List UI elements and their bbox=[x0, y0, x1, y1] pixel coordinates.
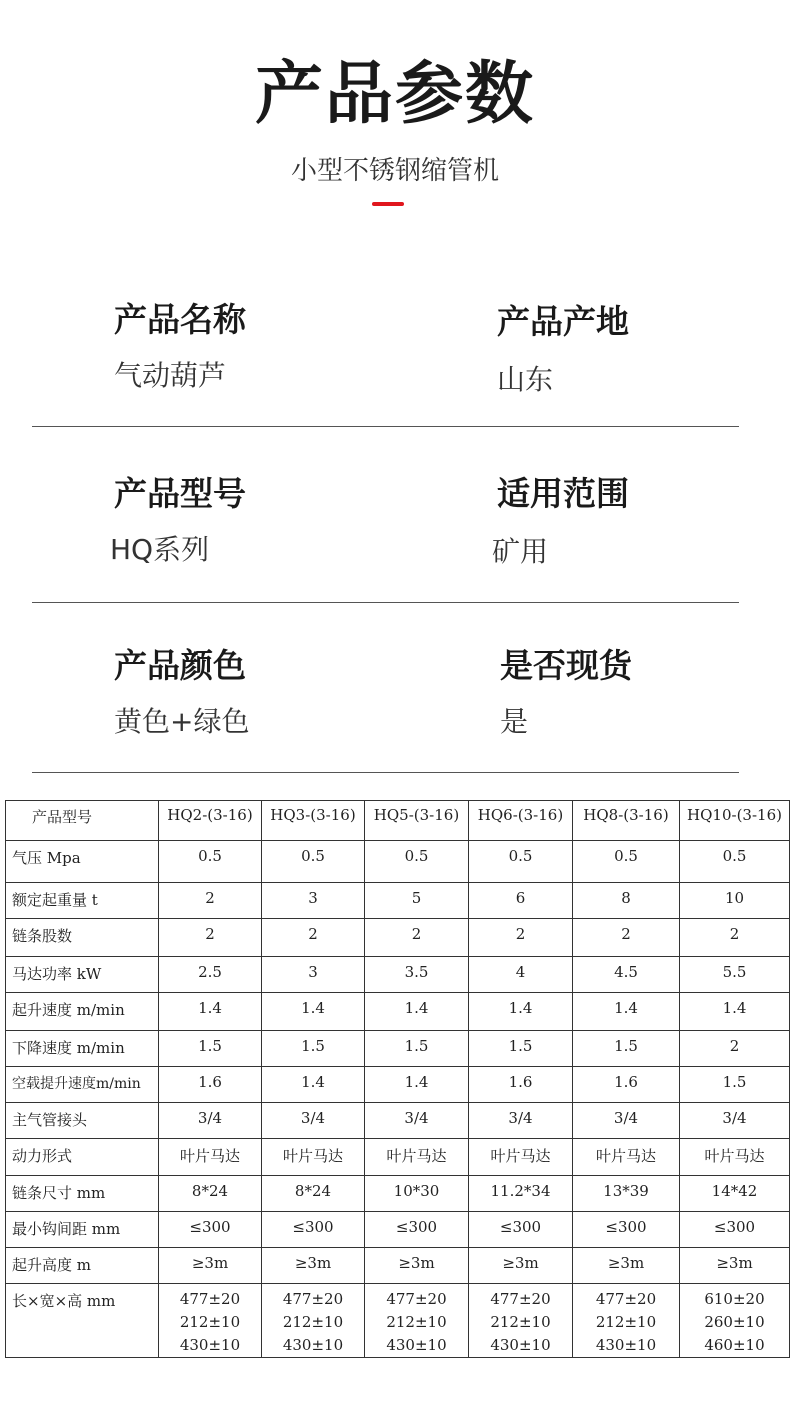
value-cell: ≤300 bbox=[469, 1212, 573, 1248]
value-cell: 1.5 bbox=[469, 1031, 573, 1067]
value-cell: 0.5 bbox=[573, 841, 680, 883]
value-cell: 1.6 bbox=[469, 1067, 573, 1103]
value-cell: ≥3m bbox=[159, 1248, 262, 1284]
value-cell: 3/4 bbox=[680, 1103, 790, 1139]
dimension-length: 477±20 bbox=[490, 1290, 551, 1308]
value-cell: 3 bbox=[262, 957, 365, 993]
value-cell: 叶片马达 bbox=[469, 1139, 573, 1176]
dimension-width: 212±10 bbox=[282, 1313, 344, 1331]
value-cell: 1.5 bbox=[680, 1067, 790, 1103]
spec-label-origin: 产品产地 bbox=[497, 302, 629, 341]
value-cell: ≥3m bbox=[573, 1248, 680, 1284]
value-cell: 1.4 bbox=[262, 993, 365, 1031]
value-cell: ≤300 bbox=[159, 1212, 262, 1248]
row-label-cell: 最小钩间距 mm bbox=[6, 1212, 159, 1248]
table-row bbox=[6, 1248, 790, 1284]
value-cell: 8 bbox=[573, 883, 680, 919]
model-header-cell: HQ8-(3-16) bbox=[573, 801, 680, 841]
value-cell: 叶片马达 bbox=[159, 1139, 262, 1176]
header-label-cell: 产品型号 bbox=[6, 801, 159, 841]
dimension-height: 430±10 bbox=[386, 1336, 447, 1354]
parameter-table bbox=[5, 800, 790, 1358]
value-cell: ≤300 bbox=[365, 1212, 469, 1248]
table-row bbox=[6, 993, 790, 1031]
dimension-width: 212±10 bbox=[490, 1313, 551, 1331]
value-cell: 8*24 bbox=[159, 1176, 262, 1212]
spec-value-product-name: 气动葫芦 bbox=[114, 359, 227, 392]
row-label-cell: 气压 Mpa bbox=[6, 841, 159, 883]
dimension-height: 430±10 bbox=[179, 1336, 241, 1354]
table-row bbox=[6, 1067, 790, 1103]
table-row bbox=[6, 841, 790, 883]
value-cell: 4 bbox=[469, 957, 573, 993]
dimension-cell bbox=[573, 1284, 680, 1358]
divider bbox=[32, 772, 739, 773]
table-row bbox=[6, 1212, 790, 1248]
table-header-row bbox=[6, 801, 790, 841]
dimension-length: 477±20 bbox=[282, 1290, 344, 1308]
row-label-cell: 长×宽×高 mm bbox=[6, 1284, 159, 1358]
value-cell: 1.4 bbox=[365, 993, 469, 1031]
value-cell: ≥3m bbox=[680, 1248, 790, 1284]
spec-value-color: 黄色+绿色 bbox=[114, 705, 250, 738]
value-cell: 0.5 bbox=[680, 841, 790, 883]
value-cell: 2 bbox=[469, 919, 573, 957]
dimension-length: 477±20 bbox=[595, 1290, 657, 1308]
spec-label-color: 产品颜色 bbox=[114, 646, 246, 685]
dimension-height: 430±10 bbox=[595, 1336, 657, 1354]
value-cell: 1.4 bbox=[365, 1067, 469, 1103]
table-row bbox=[6, 1139, 790, 1176]
value-cell: 1.4 bbox=[159, 993, 262, 1031]
value-cell: 6 bbox=[469, 883, 573, 919]
table-row bbox=[6, 883, 790, 919]
value-cell: 3/4 bbox=[573, 1103, 680, 1139]
dimension-cell bbox=[365, 1284, 469, 1358]
value-cell: 1.5 bbox=[262, 1031, 365, 1067]
value-cell: 0.5 bbox=[262, 841, 365, 883]
value-cell: ≥3m bbox=[262, 1248, 365, 1284]
value-cell: 2 bbox=[262, 919, 365, 957]
value-cell: ≥3m bbox=[365, 1248, 469, 1284]
row-label-cell: 额定起重量 t bbox=[6, 883, 159, 919]
value-cell: 叶片马达 bbox=[262, 1139, 365, 1176]
value-cell: 5.5 bbox=[680, 957, 790, 993]
value-cell: 3/4 bbox=[159, 1103, 262, 1139]
model-header-cell: HQ3-(3-16) bbox=[262, 801, 365, 841]
value-cell: 2 bbox=[159, 919, 262, 957]
value-cell: 1.4 bbox=[573, 993, 680, 1031]
value-cell: 3/4 bbox=[365, 1103, 469, 1139]
value-cell: 叶片马达 bbox=[680, 1139, 790, 1176]
value-cell: 0.5 bbox=[469, 841, 573, 883]
spec-value-in-stock: 是 bbox=[500, 705, 529, 738]
value-cell: 2 bbox=[573, 919, 680, 957]
row-label-cell: 动力形式 bbox=[6, 1139, 159, 1176]
value-cell: 14*42 bbox=[680, 1176, 790, 1212]
table-row bbox=[6, 1031, 790, 1067]
row-label-cell: 主气管接头 bbox=[6, 1103, 159, 1139]
value-cell: ≤300 bbox=[680, 1212, 790, 1248]
value-cell: 2 bbox=[680, 1031, 790, 1067]
value-cell: 1.5 bbox=[159, 1031, 262, 1067]
value-cell: 2 bbox=[159, 883, 262, 919]
dimension-width: 212±10 bbox=[179, 1313, 241, 1331]
model-header-cell: HQ6-(3-16) bbox=[469, 801, 573, 841]
value-cell: 3/4 bbox=[469, 1103, 573, 1139]
dimension-height: 430±10 bbox=[490, 1336, 551, 1354]
dimension-cell bbox=[469, 1284, 573, 1358]
value-cell: 2 bbox=[365, 919, 469, 957]
value-cell: 3.5 bbox=[365, 957, 469, 993]
row-label-cell: 马达功率 kW bbox=[6, 957, 159, 993]
spec-value-model: HQ系列 bbox=[110, 533, 210, 566]
value-cell: 1.5 bbox=[573, 1031, 680, 1067]
divider bbox=[32, 426, 739, 427]
row-label-cell: 下降速度 m/min bbox=[6, 1031, 159, 1067]
value-cell: 叶片马达 bbox=[365, 1139, 469, 1176]
value-cell: 8*24 bbox=[262, 1176, 365, 1212]
row-label-cell: 起升速度 m/min bbox=[6, 993, 159, 1031]
table-row bbox=[6, 1103, 790, 1139]
value-cell: 10 bbox=[680, 883, 790, 919]
dimension-width: 260±10 bbox=[704, 1313, 765, 1331]
dimension-cell bbox=[680, 1284, 790, 1358]
value-cell: 1.4 bbox=[469, 993, 573, 1031]
page-subtitle: 小型不锈钢缩管机 bbox=[290, 156, 499, 186]
spec-value-scope: 矿用 bbox=[492, 535, 549, 568]
value-cell: 3 bbox=[262, 883, 365, 919]
value-cell: 叶片马达 bbox=[573, 1139, 680, 1176]
model-header-cell: HQ10-(3-16) bbox=[680, 801, 790, 841]
table-row bbox=[6, 919, 790, 957]
page-title: 产品参数 bbox=[254, 55, 535, 134]
value-cell: ≤300 bbox=[573, 1212, 680, 1248]
value-cell: 10*30 bbox=[365, 1176, 469, 1212]
value-cell: 1.4 bbox=[680, 993, 790, 1031]
row-label-cell: 起升高度 m bbox=[6, 1248, 159, 1284]
dimension-cell bbox=[159, 1284, 262, 1358]
table-row bbox=[6, 1176, 790, 1212]
row-label-cell: 空载提升速度m/min bbox=[6, 1067, 159, 1103]
dimension-width: 212±10 bbox=[386, 1313, 447, 1331]
dimension-width: 212±10 bbox=[595, 1313, 657, 1331]
dimension-height: 460±10 bbox=[704, 1336, 765, 1354]
table-row-dimensions bbox=[6, 1284, 790, 1358]
value-cell: 0.5 bbox=[159, 841, 262, 883]
value-cell: ≤300 bbox=[262, 1212, 365, 1248]
spec-label-model: 产品型号 bbox=[114, 474, 246, 513]
value-cell: 4.5 bbox=[573, 957, 680, 993]
value-cell: 0.5 bbox=[365, 841, 469, 883]
row-label-cell: 链条尺寸 mm bbox=[6, 1176, 159, 1212]
dimension-height: 430±10 bbox=[282, 1336, 344, 1354]
value-cell: 11.2*34 bbox=[469, 1176, 573, 1212]
dimension-length: 610±20 bbox=[704, 1290, 765, 1308]
value-cell: 5 bbox=[365, 883, 469, 919]
value-cell: ≥3m bbox=[469, 1248, 573, 1284]
dimension-length: 477±20 bbox=[386, 1290, 447, 1308]
value-cell: 1.6 bbox=[573, 1067, 680, 1103]
accent-bar bbox=[372, 202, 404, 206]
value-cell: 1.4 bbox=[262, 1067, 365, 1103]
spec-label-product-name: 产品名称 bbox=[114, 300, 246, 339]
model-header-cell: HQ5-(3-16) bbox=[365, 801, 469, 841]
value-cell: 3/4 bbox=[262, 1103, 365, 1139]
value-cell: 1.5 bbox=[365, 1031, 469, 1067]
dimension-length: 477±20 bbox=[179, 1290, 241, 1308]
divider bbox=[32, 602, 739, 603]
value-cell: 1.6 bbox=[159, 1067, 262, 1103]
value-cell: 2 bbox=[680, 919, 790, 957]
spec-label-in-stock: 是否现货 bbox=[500, 646, 632, 685]
spec-value-origin: 山东 bbox=[497, 363, 554, 396]
model-header-cell: HQ2-(3-16) bbox=[159, 801, 262, 841]
spec-label-scope: 适用范围 bbox=[497, 474, 629, 513]
table-row bbox=[6, 957, 790, 993]
value-cell: 13*39 bbox=[573, 1176, 680, 1212]
value-cell: 2.5 bbox=[159, 957, 262, 993]
row-label-cell: 链条股数 bbox=[6, 919, 159, 957]
dimension-cell bbox=[262, 1284, 365, 1358]
